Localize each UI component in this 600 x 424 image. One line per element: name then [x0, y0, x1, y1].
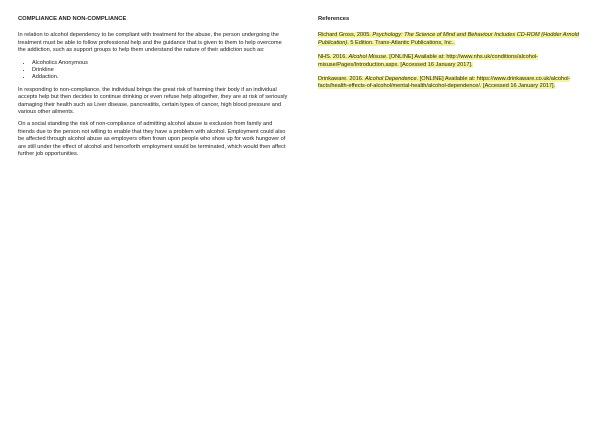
intro-paragraph: In relation to alcohol dependency to be compliant with treatment for the abuse, the person undergoing the treatment must be able to follow professional help and the guidance that is given to them to help overcome the addiction, such as support groups to help them understand the nature of their addiction such as: — [18, 32, 282, 54]
reference-prefix: NHS. 2016. — [318, 54, 349, 61]
social-paragraph: On a social standing the risk of non-compliance of admitting alcohol abuse is exclusion from family and friends due to the person not willing to enable that they have a problem with alcohol. Employment could also be affected through alcohol abuse as employers often frown upon people who show up for work hungover of are still under the effect of alcohol and henceforth employment would be terminated, which would then affect further job opportunities. — [18, 121, 286, 158]
reference-item — [318, 54, 586, 69]
list-item: • Alcoholics Anonymous — [32, 60, 288, 67]
left-column — [18, 16, 288, 164]
non-compliance-paragraph: In responding to non-compliance, the individual brings the great risk of harming their body if an individual accepts help but then decides to continue drinking or even refuse help altogether, they are at risk of seriously damaging their health such as Liver disease, pancreatitis, certain types of cancer, high blood pressure and various other ailments. — [18, 86, 288, 116]
reference-title: Alcohol Misuse — [348, 54, 387, 61]
reference-title: Alcohol Dependence — [364, 76, 417, 83]
reference-suffix: . [ONLINE] Available at: http://www.nhs.uk/conditions/alcohol-misuse/Pages/Introduction.aspx. [Accessed 16 January 2017]. — [318, 54, 539, 68]
reference-item — [318, 76, 586, 91]
section-heading: COMPLIANCE AND NON-COMPLIANCE — [18, 16, 127, 22]
reference-prefix: Drinkaware. 2016. — [318, 76, 365, 83]
list-item: • Drinkline — [32, 67, 288, 74]
support-group-list — [18, 60, 288, 82]
right-column — [318, 16, 586, 98]
references-heading: References — [318, 16, 350, 22]
reference-prefix: Richard Gross, 2005. — [318, 32, 373, 39]
reference-title: Psychology: The Science of Mind and Behaviour Includes CD-ROM (Hodder Arnold Publication) — [318, 32, 579, 46]
reference-suffix: . 5 Edition. Trans-Atlantic Publications, Inc.. — [347, 39, 455, 46]
reference-suffix: . [ONLINE] Available at: https://www.drinkaware.co.uk/alcohol-facts/health-effects-of-alcohol/mental-health/alcohol-dependence/. [Accessed 16 January 2017]. — [318, 76, 571, 90]
list-item: • Addaction. — [32, 74, 288, 81]
reference-item — [318, 32, 586, 47]
